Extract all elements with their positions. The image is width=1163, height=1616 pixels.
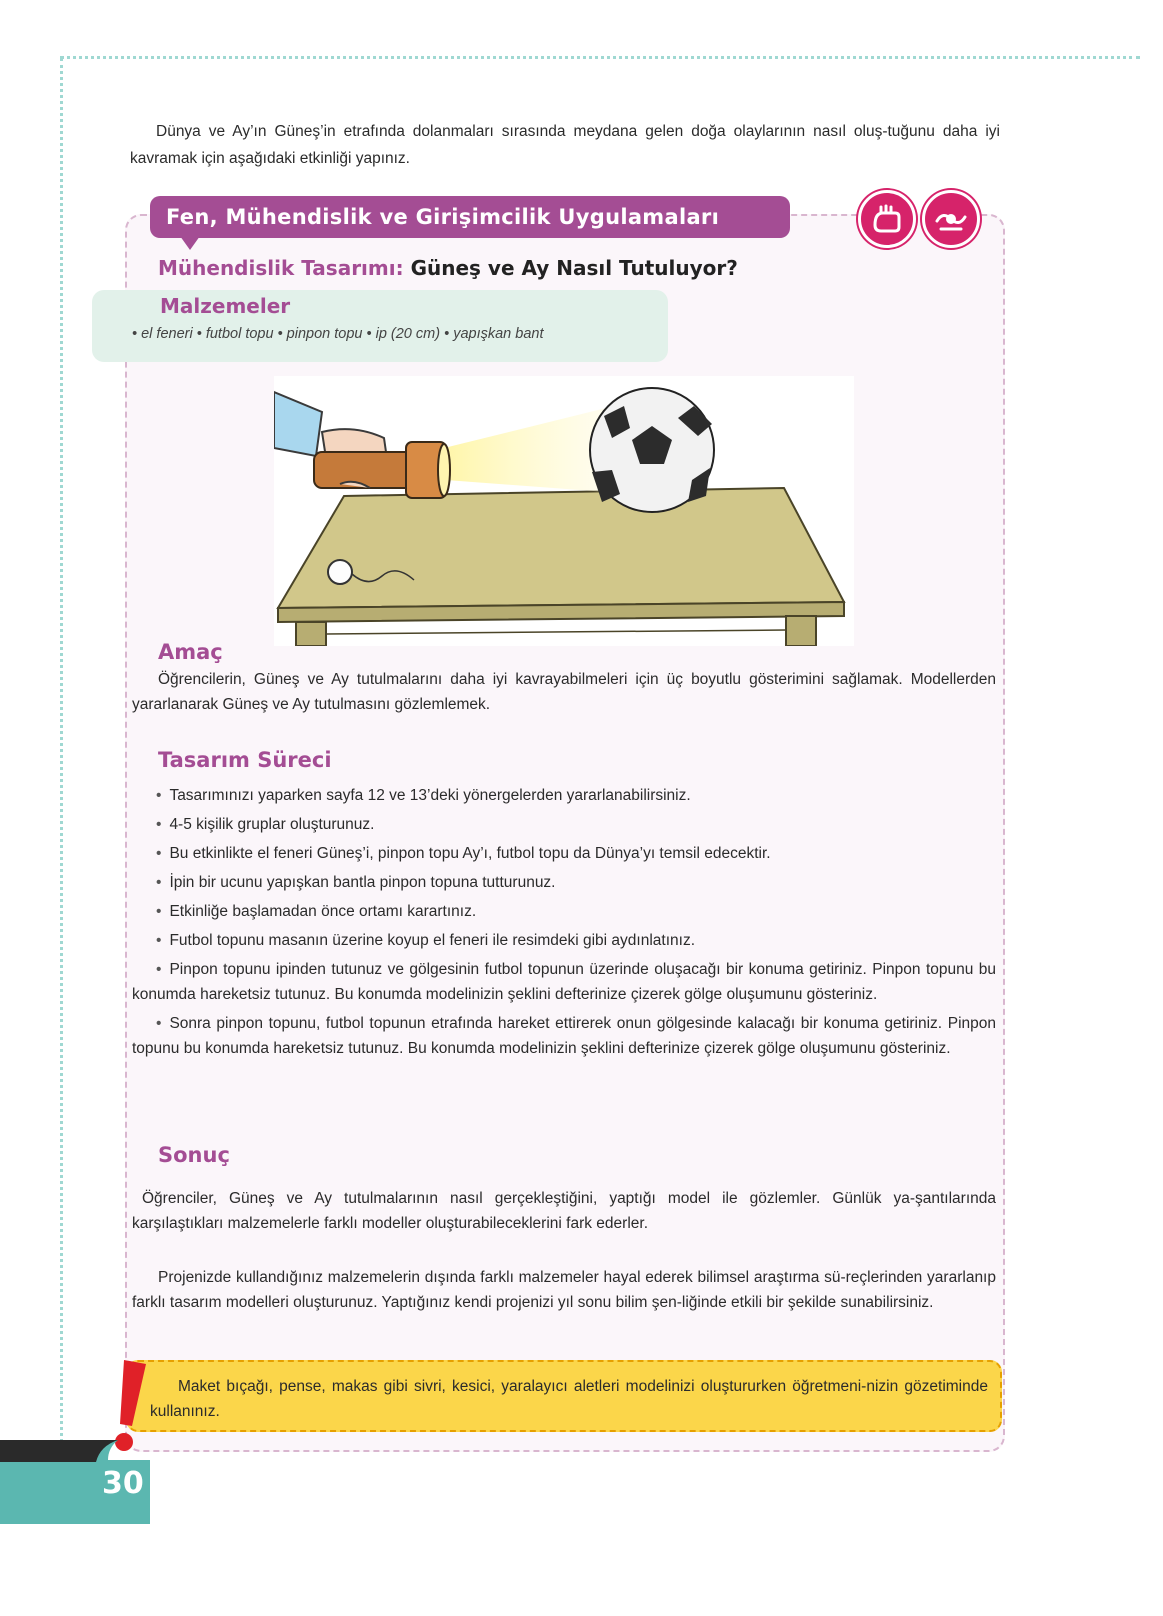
- materials-box: [92, 290, 668, 362]
- subtitle-label: Mühendislik Tasarımı:: [158, 256, 404, 280]
- page-top-border: [60, 56, 1140, 59]
- experiment-badge-icon: [922, 190, 980, 248]
- design-process-list: [132, 783, 996, 1065]
- aim-title: Amaç: [158, 640, 223, 664]
- list-item: • 4-5 kişilik gruplar oluşturunuz.: [132, 812, 996, 837]
- materials-heading: Malzemeler: [160, 294, 291, 318]
- result-title: Sonuç: [158, 1143, 230, 1167]
- warning-note: [126, 1360, 1002, 1432]
- list-item: • Futbol topunu masanın üzerine koyup el feneri ile resimdeki gibi aydınlatınız.: [132, 928, 996, 953]
- warning-text: Maket bıçağı, pense, makas gibi sivri, kesici, yaralayıcı aletleri modelinizi oluştururken öğretmeni-nizin gözetiminde kullanınız.: [150, 1378, 988, 1420]
- activity-subtitle: [158, 256, 738, 280]
- flashlight-ball-illustration: [274, 376, 854, 646]
- subtitle-title: Güneş ve Ay Nasıl Tutuluyor?: [410, 256, 738, 280]
- page-left-border: [60, 58, 63, 1448]
- hands-on-badge-icon: [858, 190, 916, 248]
- list-item: • Etkinliğe başlamadan önce ortamı karartınız.: [132, 899, 996, 924]
- list-item: • Tasarımınızı yaparken sayfa 12 ve 13’deki yönergelerden yararlanabilirsiniz.: [132, 783, 996, 808]
- list-item: • Pinpon topunu ipinden tutunuz ve gölgesinin futbol topunun üzerinde oluşacağı bir konuma getiriniz. Pinpon topunu bu konumda hareketsiz tutunuz. Bu konumda modelinizin şeklini defterinize çizerek gölge oluşumunu gösteriniz.: [132, 957, 996, 1007]
- football: [590, 388, 714, 512]
- design-process-title: Tasarım Süreci: [158, 748, 332, 772]
- section-banner: Fen, Mühendislik ve Girişimcilik Uygulamaları: [150, 196, 790, 238]
- intro-paragraph: Dünya ve Ay’ın Güneş’in etrafında dolanmaları sırasında meydana gelen doğa olaylarının nasıl oluş-tuğunu daha iyi kavramak için aşağıdaki etkinliği yapınız.: [130, 123, 1000, 167]
- materials-list: • el feneri • futbol topu • pinpon topu • ip (20 cm) • yapışkan bant: [132, 326, 544, 342]
- result-text: Öğrenciler, Güneş ve Ay tutulmalarının nasıl gerçekleştiğini, yaptığı model ile gözlemler. Günlük ya-şantılarında karşılaştıkları malzemelerle farklı modeller oluşturabileceklerini fark ederler.: [132, 1190, 996, 1232]
- project-text: Projenizde kullandığınız malzemelerin dışında farklı malzemeler hayal ederek bilimsel araştırma sü-reçlerinden yararlanıp farklı tasarım modelleri oluşturunuz. Yaptığınız kendi projenizi yıl sonu bilim şen-liğinde etkili bir şekilde sunabilirsiniz.: [132, 1269, 996, 1311]
- aim-text: Öğrencilerin, Güneş ve Ay tutulmalarını daha iyi kavrayabilmeleri için üç boyutlu gösterimini sağlamak. Modellerden yararlanarak Güneş ve Ay tutulmasını gözlemlemek.: [132, 671, 996, 713]
- list-item: • İpin bir ucunu yapışkan bantla pinpon topuna tutturunuz.: [132, 870, 996, 895]
- list-item: • Sonra pinpon topunu, futbol topunun etrafında hareket ettirerek onun gölgesinde kalacağı bir konuma getiriniz. Pinpon topunu bu konumda hareketsiz tutunuz. Bu konumda modelinizin şeklini defterinize çizerek gölge oluşumunu gösteriniz.: [132, 1011, 996, 1061]
- page-number: 30: [102, 1466, 144, 1501]
- banner-tail: [180, 236, 200, 250]
- list-item: • Bu etkinlikte el feneri Güneş’i, pinpon topu Ay’ı, futbol topu da Dünya’yı temsil edecektir.: [132, 841, 996, 866]
